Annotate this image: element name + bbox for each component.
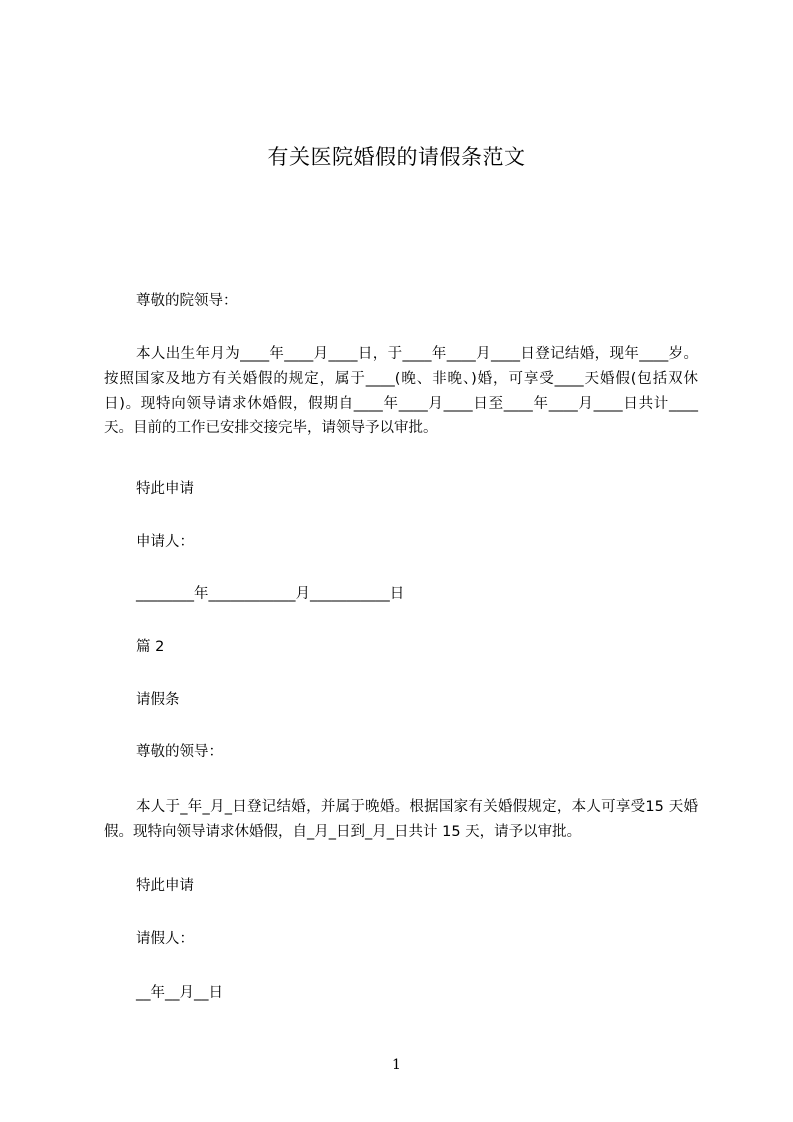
salutation: 尊敬的院领导： — [136, 293, 238, 309]
letter-body-2: 本人于_年_月_日登记结婚，并属于晚婚。根据国家有关婚假规定，本人可享受15 天婚假。现特向领导请求休婚假，自_月_日到_月_日共计 15 天，请予以审批。 — [104, 799, 698, 840]
section-heading: 篇 2 — [136, 639, 165, 655]
salutation-2: 尊敬的领导： — [136, 744, 223, 760]
applicant-label: 申请人： — [136, 534, 194, 550]
closing-text-2: 特此申请 — [136, 878, 194, 894]
date-line: ________年____________月___________日 — [136, 586, 405, 602]
date-line-2: __年__月__日 — [136, 985, 223, 1001]
section-subtitle: 请假条 — [136, 692, 180, 708]
requester-label: 请假人： — [136, 931, 194, 947]
page-number: 1 — [392, 1057, 401, 1073]
closing-text: 特此申请 — [136, 481, 194, 497]
document-title: 有关医院婚假的请假条范文 — [267, 145, 526, 169]
letter-body: 本人出生年月为____年____月____日，于____年____月____日登记结婚，现年____岁。按照国家及地方有关婚假的规定，属于____(晚、非晚、)婚，可享受____天婚假(包括双休日)。现特向领导请求休婚假，假期自____年____月____日至____年____月____日共计____天。目前的工作已安排交接完毕，请领导予以审批。 — [104, 346, 698, 437]
